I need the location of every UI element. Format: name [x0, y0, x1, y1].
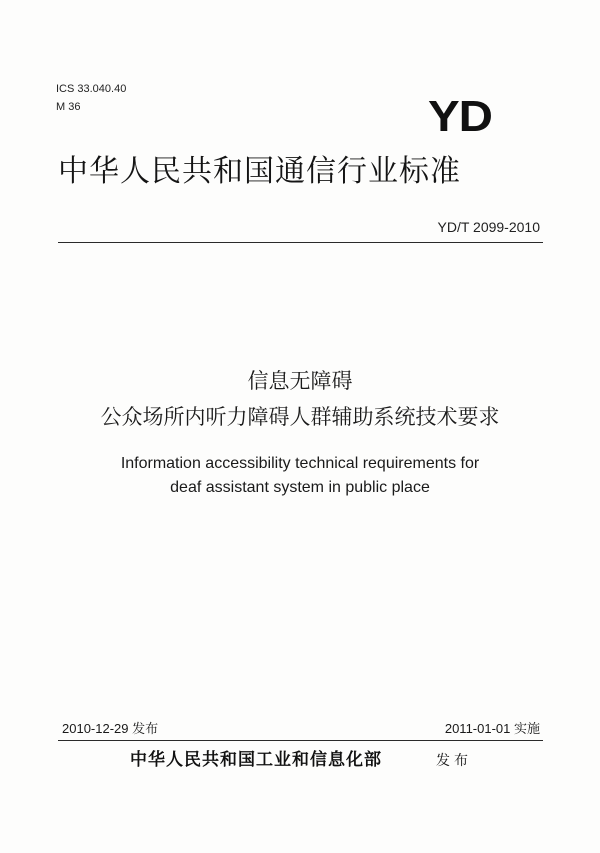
implementation-date: 2011-01-01 实施 — [444, 721, 540, 736]
standard-number: YD/T 2099-2010 — [437, 219, 540, 235]
document-title-chinese — [0, 363, 600, 435]
issue-date: 2010-12-29 发布 — [62, 721, 159, 736]
yd-logo: YD — [428, 92, 492, 141]
document-title-english — [0, 452, 600, 500]
top-divider — [58, 242, 543, 243]
classification-codes — [56, 80, 126, 116]
title-cn-line-1: 信息无障碍 — [247, 369, 353, 393]
bottom-divider — [58, 740, 543, 741]
standard-category-title: 中华人民共和国通信行业标准 — [58, 154, 461, 189]
ics-code: ICS 33.040.40 — [56, 83, 127, 95]
title-en-line-2: deaf assistant system in public place — [170, 479, 430, 496]
publisher-name: 中华人民共和国工业和信息化部 — [130, 750, 382, 770]
ccs-code: M 36 — [56, 101, 81, 113]
publish-label: 发布 — [436, 753, 472, 769]
title-cn-line-2: 公众场所内听力障碍人群辅助系统技术要求 — [100, 405, 500, 429]
title-en-line-1: Information accessibility technical requirements for — [120, 455, 480, 472]
